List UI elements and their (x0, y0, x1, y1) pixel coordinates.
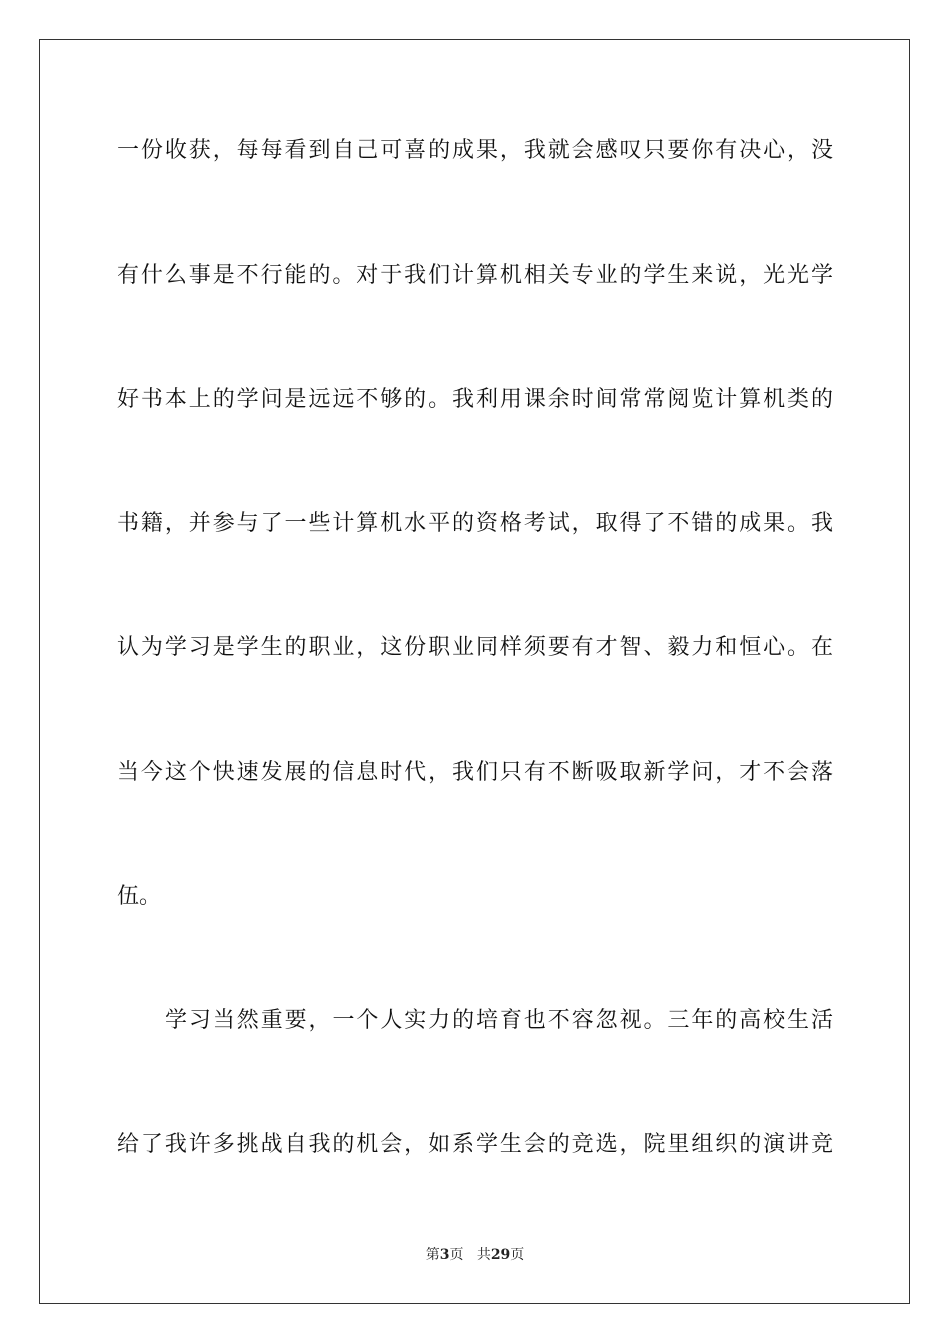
body-text-line: 书籍，并参与了一些计算机水平的资格考试，取得了不错的成果。我 (117, 511, 833, 536)
paragraph-start-line: 学习当然重要，一个人实力的培育也不容忽视。三年的高校生活 (165, 1008, 833, 1033)
total-prefix: 共 (476, 1247, 491, 1263)
page-frame (39, 39, 910, 1304)
page-suffix: 页 (449, 1247, 464, 1263)
total-pages: 29 (490, 1247, 511, 1263)
body-text-line: 当今这个快速发展的信息时代，我们只有不断吸取新学问，才不会落 (117, 760, 833, 785)
body-text-line: 好书本上的学问是远远不够的。我利用课余时间常常阅览计算机类的 (117, 387, 833, 412)
body-text-line: 伍。 (117, 884, 162, 909)
body-text-line: 认为学习是学生的职业，这份职业同样须要有才智、毅力和恒心。在 (117, 635, 833, 660)
body-text-line: 给了我许多挑战自我的机会，如系学生会的竞选，院里组织的演讲竞 (117, 1132, 833, 1157)
body-text-line: 有什么事是不行能的。对于我们计算机相关专业的学生来说，光光学 (117, 263, 833, 288)
total-suffix: 页 (510, 1247, 525, 1263)
page-number: 3 (439, 1247, 450, 1263)
page-footer (0, 1246, 950, 1264)
body-text-line: 一份收获，每每看到自己可喜的成果，我就会感叹只要你有决心，没 (117, 138, 833, 163)
page-prefix: 第 (425, 1247, 440, 1263)
